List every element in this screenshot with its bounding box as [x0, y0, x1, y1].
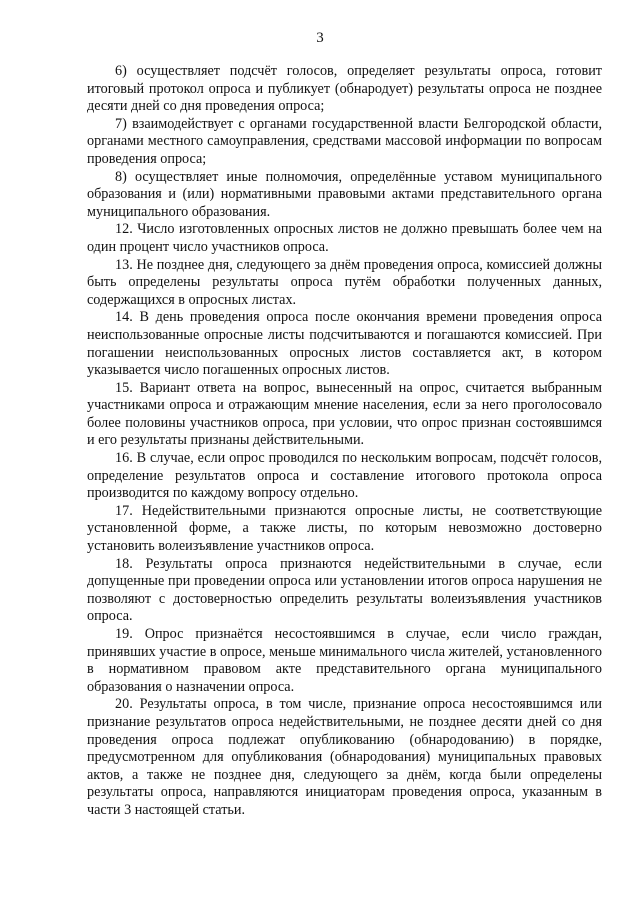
document-body	[87, 63, 602, 820]
paragraph-12: 12. Число изготовленных опросных листов не должно превышать более чем на один процент число участников опроса.	[87, 221, 602, 255]
paragraph-15: 15. Вариант ответа на вопрос, вынесенный на опрос, считается выбранным участниками опроса и отражающим мнение населения, если за него проголосовало более половины участников опроса, при условии, что опрос признан состоявшимся и его результаты признаны действительными.	[87, 379, 602, 449]
paragraph-20: 20. Результаты опроса, в том числе, признание опроса несостоявшимся или признание результатов опроса недействительными, не позднее десяти дней со дня проведения опроса подлежат опубликованию (обнародованию) в порядке, предусмотренном для опубликования (обнародования) муниципальных правовых актов, а также не позднее дня, следующего за днём, когда были определены результаты опроса, направляются инициаторам проведения опроса, указанным в части 3 настоящей статьи.	[87, 696, 602, 818]
paragraph-16: 16. В случае, если опрос проводился по нескольким вопросам, подсчёт голосов, определение результатов опроса и составление итогового протокола опроса производится по каждому вопросу отдельно.	[87, 450, 602, 502]
paragraph-19: 19. Опрос признаётся несостоявшимся в случае, если число граждан, принявших участие в опросе, меньше минимального числа жителей, установленного в нормативном правовом акте представительного органа муниципального образования о назначении опроса.	[87, 626, 602, 695]
paragraph-item-8: 8) осуществляет иные полномочия, определённые уставом муниципального образования и (или) нормативными правовыми актами представительного органа муниципального образования.	[87, 168, 602, 220]
paragraph-18: 18. Результаты опроса признаются недействительными в случае, если допущенные при проведении опроса или установлении итогов опроса нарушения не позволяют с достоверностью определить результаты волеизъявления участников опроса.	[87, 555, 602, 625]
paragraph-14: 14. В день проведения опроса после окончания времени проведения опроса неиспользованные опросные листы подсчитываются и погашаются комиссией. При погашении неиспользованных опросных листов составляется акт, в котором указывается число погашенных опросных листов.	[87, 309, 602, 379]
page-number: 3	[316, 30, 324, 46]
paragraph-13: 13. Не позднее дня, следующего за днём проведения опроса, комиссией должны быть определены результаты опроса путём обработки полученных данных, содержащихся в опросных листах.	[87, 256, 602, 308]
paragraph-17: 17. Недействительными признаются опросные листы, не соответствующие установленной форме, а также листы, по которым невозможно достоверно установить волеизъявление участников опроса.	[87, 502, 602, 555]
paragraph-item-7: 7) взаимодействует с органами государственной власти Белгородской области, органами местного самоуправления, средствами массовой информации по вопросам проведения опроса;	[87, 115, 602, 167]
paragraph-item-6: 6) осуществляет подсчёт голосов, определяет результаты опроса, готовит итоговый протокол опроса и публикует (обнародует) результаты опроса не позднее десяти дней со дня проведения опроса;	[87, 63, 602, 115]
